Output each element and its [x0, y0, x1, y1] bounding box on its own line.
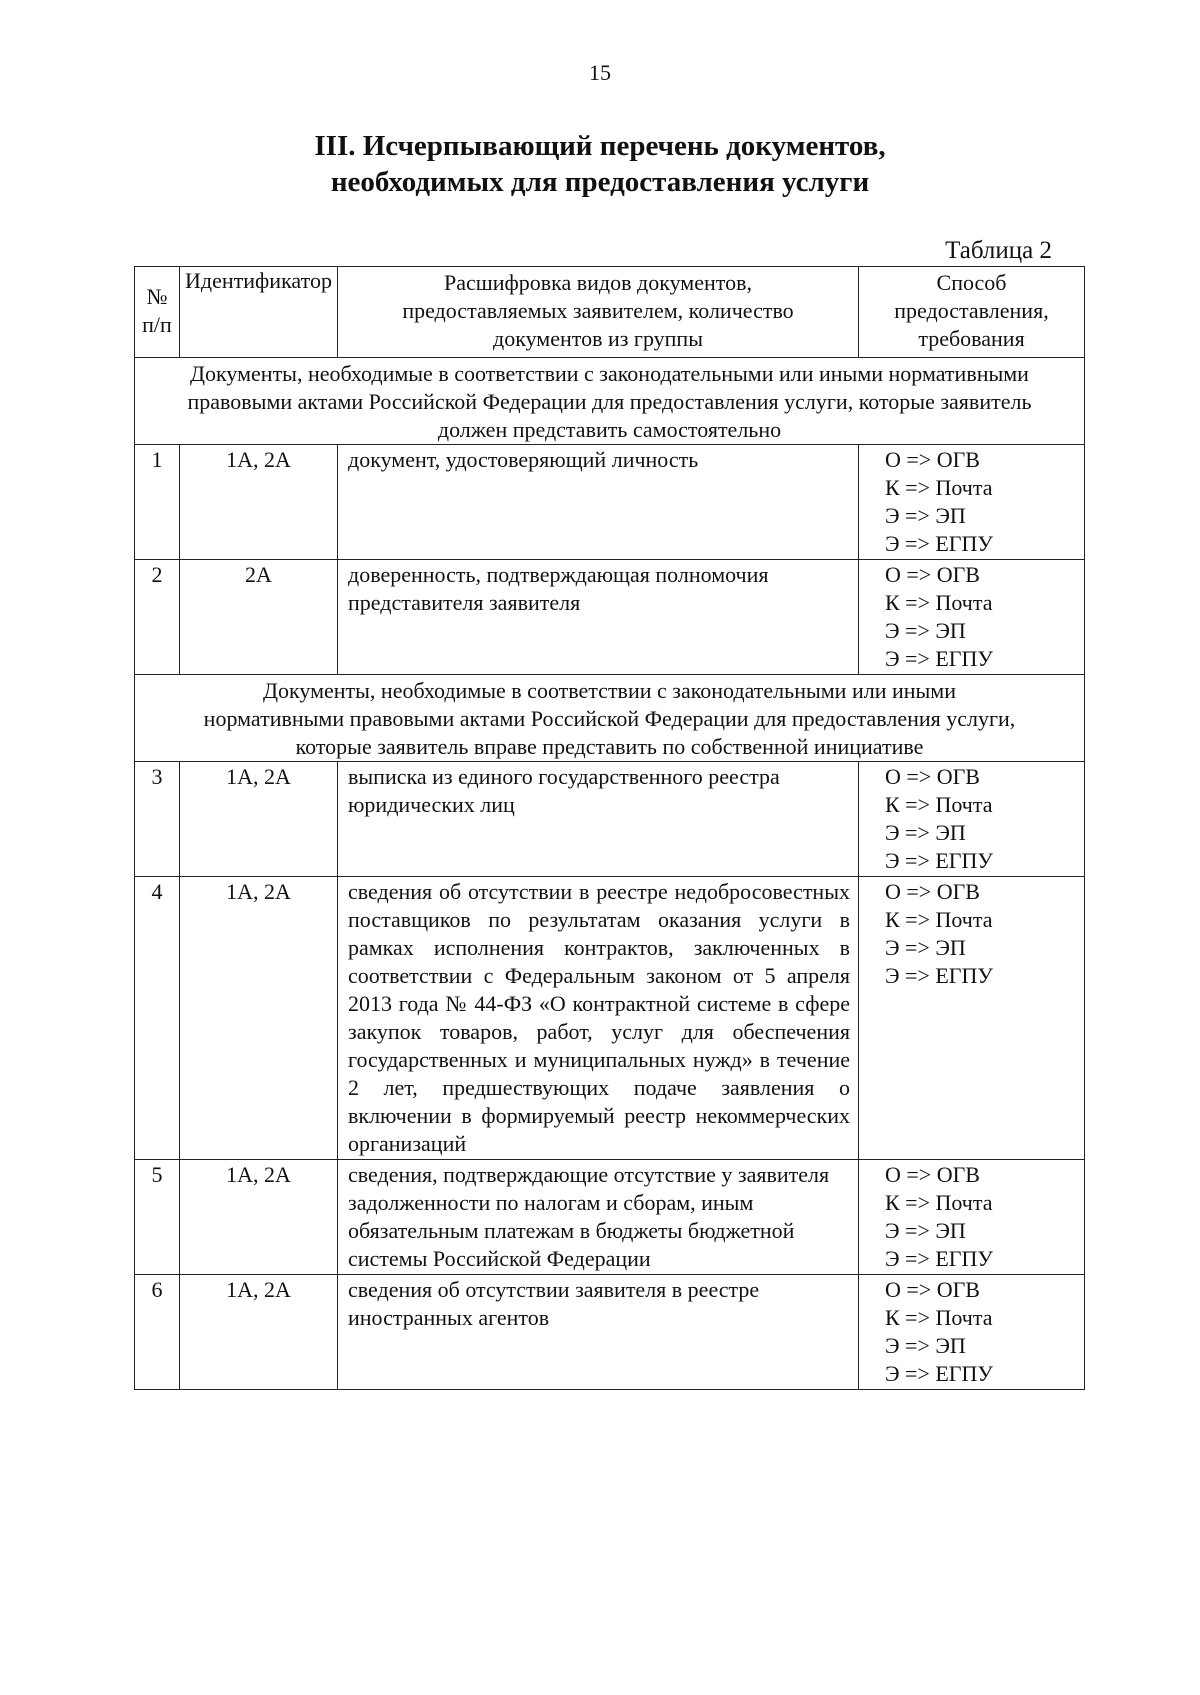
group-row-mandatory: [135, 358, 1085, 445]
method-line: Э => ЕГПУ: [885, 1361, 993, 1386]
header-num-line-1: №: [146, 284, 168, 309]
group-heading-optional: [135, 675, 1085, 762]
row-description: сведения, подтверждающие отсутствие у заявителя задолженности по налогам и сборам, иным обязательным платежам в бюджеты бюджетной системы Российской Федерации: [338, 1160, 859, 1275]
row-methods: [859, 877, 1085, 1160]
row-description: выписка из единого государственного реестра юридических лиц: [338, 762, 859, 877]
row-description: документ, удостоверяющий личность: [338, 445, 859, 560]
section-heading-line-2: необходимых для предоставления услуги: [330, 166, 870, 198]
table-row: [135, 560, 1085, 675]
row-number: 2: [135, 560, 180, 675]
group-row-optional: [135, 675, 1085, 762]
row-methods: [859, 1160, 1085, 1275]
method-line: Э => ЭП: [885, 935, 966, 960]
section-heading-line-1: III. Исчерпывающий перечень документов,: [314, 130, 886, 162]
header-desc-line-3: документов из группы: [493, 326, 703, 351]
method-line: О => ОГВ: [885, 764, 980, 789]
group-mandatory-line-2: правовыми актами Российской Федерации для предоставления услуги, которые заявитель: [187, 389, 1032, 414]
group-mandatory-line-1: Документы, необходимые в соответствии с законодательными или иными нормативными: [190, 361, 1029, 386]
method-line: О => ОГВ: [885, 562, 980, 587]
row-identifier: 1А, 2А: [180, 445, 338, 560]
header-method-line-1: Способ: [936, 270, 1007, 295]
table-row: [135, 1160, 1085, 1275]
header-num: [135, 267, 180, 358]
group-mandatory-line-3: должен представить самостоятельно: [437, 417, 782, 442]
header-id-label: Идентификатор: [185, 268, 332, 293]
group-optional-line-3: которые заявитель вправе представить по собственной инициативе: [295, 734, 924, 759]
method-line: К => Почта: [885, 1305, 993, 1330]
row-description: сведения об отсутствии в реестре недобросовестных поставщиков по результатам оказания услуги в рамках исполнения контрактов, заключенных в соответствии с Федеральным законом от 5 апреля 2013 года № 44-ФЗ «О контрактной системе в сфере закупок товаров, работ, услуг для обеспечения государственных и муниципальных нужд» в течение 2 лет, предшествующих подаче заявления о включении в формируемый реестр некоммерческих организаций: [338, 877, 859, 1160]
method-line: Э => ЕГПУ: [885, 848, 993, 873]
header-method-line-2: предоставления,: [894, 298, 1049, 323]
method-line: Э => ЕГПУ: [885, 531, 993, 556]
header-method: [859, 267, 1085, 358]
method-line: Э => ЭП: [885, 1333, 966, 1358]
row-number: 4: [135, 877, 180, 1160]
table-header-row: [135, 267, 1085, 358]
table-row: [135, 445, 1085, 560]
header-desc-line-1: Расшифровка видов документов,: [444, 270, 752, 295]
method-line: О => ОГВ: [885, 879, 980, 904]
method-line: О => ОГВ: [885, 1277, 980, 1302]
section-heading: [0, 128, 1200, 200]
method-line: К => Почта: [885, 792, 993, 817]
row-description: сведения об отсутствии заявителя в реестре иностранных агентов: [338, 1275, 859, 1390]
method-line: Э => ЭП: [885, 820, 966, 845]
row-identifier: 2А: [180, 560, 338, 675]
row-methods: [859, 445, 1085, 560]
method-line: К => Почта: [885, 1190, 993, 1215]
row-identifier: 1А, 2А: [180, 877, 338, 1160]
table-row: [135, 762, 1085, 877]
header-desc: [338, 267, 859, 358]
header-num-line-2: п/п: [142, 312, 172, 337]
group-optional-line-1: Документы, необходимые в соответствии с законодательными или иными: [262, 678, 956, 703]
method-line: Э => ЭП: [885, 1218, 966, 1243]
method-line: К => Почта: [885, 475, 993, 500]
documents-table: [134, 266, 1085, 1390]
row-number: 1: [135, 445, 180, 560]
row-number: 3: [135, 762, 180, 877]
method-line: Э => ЭП: [885, 618, 966, 643]
row-identifier: 1А, 2А: [180, 1160, 338, 1275]
page-number: 15: [589, 60, 611, 85]
header-id: [180, 267, 338, 358]
row-number: 5: [135, 1160, 180, 1275]
method-line: К => Почта: [885, 590, 993, 615]
method-line: Э => ЕГПУ: [885, 1246, 993, 1271]
table-row: [135, 1275, 1085, 1390]
group-heading-mandatory: [135, 358, 1085, 445]
method-line: О => ОГВ: [885, 1162, 980, 1187]
row-identifier: 1А, 2А: [180, 762, 338, 877]
table-row: [135, 877, 1085, 1160]
header-method-line-3: требования: [918, 326, 1025, 351]
row-identifier: 1А, 2А: [180, 1275, 338, 1390]
row-methods: [859, 1275, 1085, 1390]
method-line: Э => ЕГПУ: [885, 646, 993, 671]
group-optional-line-2: нормативными правовыми актами Российской Федерации для предоставления услуги,: [203, 706, 1016, 731]
method-line: О => ОГВ: [885, 447, 980, 472]
row-description: доверенность, подтверждающая полномочия представителя заявителя: [338, 560, 859, 675]
method-line: К => Почта: [885, 907, 993, 932]
method-line: Э => ЭП: [885, 503, 966, 528]
row-methods: [859, 762, 1085, 877]
header-desc-line-2: предоставляемых заявителем, количество: [402, 298, 794, 323]
method-line: Э => ЕГПУ: [885, 963, 993, 988]
table-caption: Таблица 2: [945, 237, 1052, 264]
row-methods: [859, 560, 1085, 675]
row-number: 6: [135, 1275, 180, 1390]
